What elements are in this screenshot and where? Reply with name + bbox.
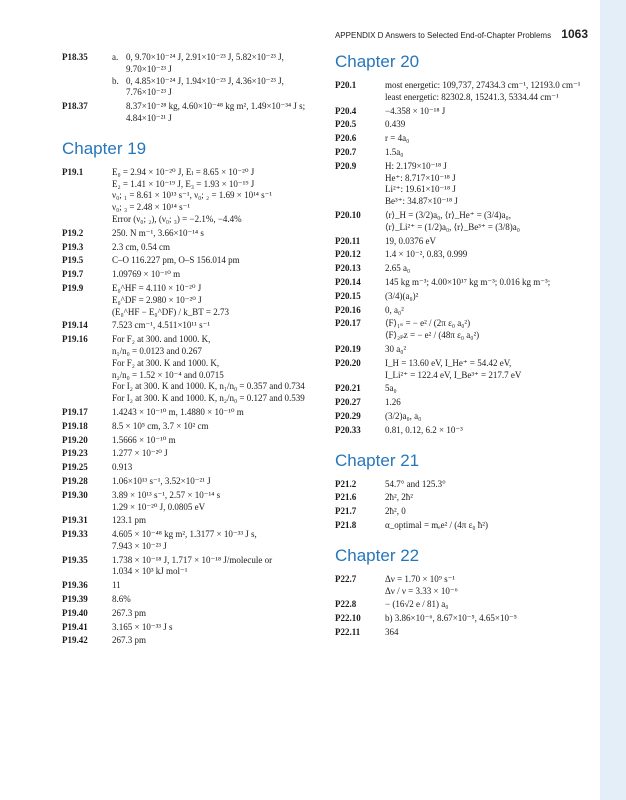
answer-line: r = 4a₀ (385, 133, 410, 144)
answer-line: 1.06×10¹³ s⁻¹, 3.52×10⁻²¹ J (112, 475, 211, 486)
part-letter: a. (112, 52, 119, 62)
answer-line (112, 87, 324, 99)
problem-number: P19.23 (62, 448, 88, 459)
answer-text (385, 520, 597, 532)
answer-line: (3/2)a₀, a₀ (385, 410, 422, 421)
answer-line: 1.5a₀ (385, 146, 404, 157)
answer-line: 1.29 × 10⁻²⁰ J, 0.0805 eV (112, 501, 206, 512)
answer-line: 0.913 (112, 462, 133, 473)
answer-text (385, 613, 597, 625)
answer-entry (335, 305, 597, 317)
answer-line: He⁺: 8.717×10⁻¹⁸ J (385, 172, 456, 183)
answer-text (112, 269, 324, 281)
answer-entry (335, 574, 597, 598)
answer-entry (335, 291, 597, 303)
problem-number: P21.8 (335, 519, 357, 530)
answer-entry (335, 425, 597, 437)
answer-text (112, 622, 324, 634)
answer-text (112, 608, 324, 620)
problem-number: P19.41 (62, 621, 88, 632)
answer-text (385, 383, 597, 395)
running-header (335, 27, 588, 41)
answer-line: 7.943 × 10⁻²³ J (112, 540, 167, 551)
answer-entry (62, 580, 324, 592)
answer-text (112, 52, 324, 99)
answer-entry (335, 344, 597, 356)
problem-number: P20.6 (335, 133, 357, 144)
problem-number: P19.18 (62, 420, 88, 431)
answer-entry (335, 627, 597, 639)
part-text: 4.84×10⁻²¹ J (126, 112, 172, 123)
answer-text (112, 283, 324, 318)
answer-text (112, 167, 324, 226)
answer-text (385, 133, 597, 145)
problem-number: P20.29 (335, 410, 361, 421)
answer-line: 1.4 × 10⁻², 0.83, 0.999 (385, 249, 468, 260)
answer-entry (62, 334, 324, 405)
answer-line: ⟨F⟩₂ₚz = − e² / (48π ε₀ a₀²) (385, 330, 480, 341)
answer-line: 5a₀ (385, 383, 397, 394)
problem-number: P21.6 (335, 492, 357, 503)
answer-entry (335, 318, 597, 342)
answer-line: 1.26 (385, 397, 401, 408)
answer-entry (62, 269, 324, 281)
part-text: 7.76×10⁻²³ J (126, 87, 172, 98)
answer-line: 267.3 pm (112, 635, 147, 646)
problem-number: P19.30 (62, 489, 88, 500)
answer-line: 364 (385, 626, 399, 637)
answer-line: E₀^DF = 2.980 × 10⁻²⁰ J (112, 294, 202, 305)
answer-line: 1.738 × 10⁻¹⁸ J, 1.717 × 10⁻¹⁸ J/molecule or (112, 554, 273, 565)
answer-entry (335, 358, 597, 382)
problem-number: P19.33 (62, 529, 88, 540)
answer-entry (335, 210, 597, 234)
answer-entry (335, 383, 597, 395)
problem-number: P20.14 (335, 276, 361, 287)
left-column (62, 52, 324, 649)
part-letter (112, 87, 126, 99)
answer-text (112, 255, 324, 267)
answer-line: For F₂ at 300. and 1000. K, (112, 334, 211, 345)
answer-line (112, 76, 324, 88)
problem-number: P20.13 (335, 263, 361, 274)
answer-entry (335, 249, 597, 261)
answer-text (112, 476, 324, 488)
answer-line: Δν / ν = 3.33 × 10⁻⁶ (385, 585, 458, 596)
answer-line: 3.89 × 10¹³ s⁻¹, 2.57 × 10⁻¹⁴ s (112, 489, 221, 500)
answer-entry (62, 476, 324, 488)
answer-line: 0.439 (385, 119, 406, 130)
answer-line: 1.09769 × 10⁻¹⁰ m (112, 269, 181, 280)
problem-number: P20.21 (335, 383, 361, 394)
answer-entry (335, 520, 597, 532)
answer-line: Error (ν₀; ₂), (ν₀; ₃) = −2.1%, −4.4% (112, 213, 242, 224)
problem-number: P20.33 (335, 424, 361, 435)
answer-line: 11 (112, 580, 121, 591)
answer-line: 8.5 × 10⁵ cm, 3.7 × 10² cm (112, 420, 209, 431)
answer-text (112, 515, 324, 527)
right-column (335, 52, 597, 641)
answer-text (112, 594, 324, 606)
problem-number: P22.7 (335, 573, 357, 584)
answer-line (112, 64, 324, 76)
problem-number: P19.16 (62, 334, 88, 345)
answer-text (385, 411, 597, 423)
answer-entry (62, 622, 324, 634)
answer-text (112, 407, 324, 419)
problem-number: P19.25 (62, 462, 88, 473)
answer-entry (335, 397, 597, 409)
answer-entry (335, 599, 597, 611)
answer-line: ⟨r⟩_Li²⁺ = (1/2)a₀, ⟨r⟩_Be³⁺ = (3/8)a₀ (385, 221, 520, 232)
answer-line: 267.3 pm (112, 607, 147, 618)
answer-line: α_optimal = mₑe² / (4π ε₀ ħ²) (385, 519, 488, 530)
answer-text (385, 249, 597, 261)
answer-line (112, 101, 324, 113)
answer-entry (62, 242, 324, 254)
answer-line: 1.277 × 10⁻²⁰ J (112, 448, 168, 459)
answer-line: − (16√2 e / 81) a₀ (385, 599, 449, 610)
answer-entry (62, 529, 324, 553)
answer-line: 0.81, 0.12, 6.2 × 10⁻³ (385, 424, 463, 435)
answer-line: 1.4243 × 10⁻¹⁰ m, 1.4880 × 10⁻¹⁰ m (112, 406, 244, 417)
answer-entry (62, 228, 324, 240)
answer-line: 19, 0.0376 eV (385, 235, 436, 246)
answer-text (385, 305, 597, 317)
problem-number: P20.1 (335, 80, 357, 90)
problem-number: P20.27 (335, 397, 361, 408)
problem-number: P20.17 (335, 318, 361, 329)
answer-line: 30 a₀² (385, 343, 407, 354)
answer-text (385, 80, 597, 104)
chapter-heading: Chapter 20 (335, 52, 420, 71)
answer-text (385, 277, 597, 289)
part-text: 9.70×10⁻²³ J (126, 63, 172, 74)
answer-line: n₂/n₀ = 1.52 × 10⁻⁴ and 0.0715 (112, 369, 224, 380)
answer-entry (62, 407, 324, 419)
problem-number: P19.39 (62, 594, 88, 605)
answer-line: Li²⁺: 19.61×10⁻¹⁸ J (385, 184, 456, 195)
problem-number: P19.40 (62, 607, 88, 618)
problem-number: P19.20 (62, 434, 88, 445)
answer-entry (62, 555, 324, 579)
answer-text (112, 435, 324, 447)
answer-line (112, 113, 324, 125)
problem-number: P20.9 (335, 160, 357, 171)
problem-number: P19.1 (62, 166, 84, 177)
answer-entry (62, 421, 324, 433)
answer-line: ⟨r⟩_H = (3/2)a₀, ⟨r⟩_He⁺ = (3/4)a₀, (385, 209, 511, 220)
answer-line: 0, a₀² (385, 304, 404, 315)
answer-text (112, 334, 324, 405)
answer-line: ⟨F⟩₁ₛ = − e² / (2π ε₀ a₀²) (385, 318, 471, 329)
answer-entry (335, 133, 597, 145)
problem-number: P19.28 (62, 475, 88, 486)
problem-number: P20.12 (335, 249, 361, 260)
answer-line: n₁/n₀ = 0.0123 and 0.267 (112, 345, 202, 356)
answer-line: (E₀^HF − E₀^DF) / k_BT = 2.73 (112, 306, 229, 317)
answer-entry (335, 506, 597, 518)
problem-number: P19.42 (62, 635, 88, 646)
answer-line: most energetic: 109,737, 27434.3 cm⁻¹, 12193.0 cm⁻¹ (385, 80, 581, 90)
problem-number: P22.10 (335, 613, 361, 624)
answer-entry (62, 462, 324, 474)
answer-text (112, 242, 324, 254)
answer-text (385, 479, 597, 491)
problem-number: P19.31 (62, 515, 88, 526)
chapter-heading: Chapter 22 (335, 545, 420, 565)
problem-number: P20.15 (335, 290, 361, 301)
answer-text (385, 147, 597, 159)
answer-line: least energetic: 82302.8, 15241.3, 5334.44 cm⁻¹ (385, 91, 559, 102)
answer-line: 1.5666 × 10⁻¹⁰ m (112, 434, 176, 445)
problem-number: P18.35 (62, 52, 88, 62)
answer-entry (335, 161, 597, 208)
chapter-heading: Chapter 19 (62, 138, 147, 158)
answer-line: Δν = 1.70 × 10⁹ s⁻¹ (385, 573, 456, 584)
answer-text (112, 529, 324, 553)
answer-text (112, 228, 324, 240)
answer-text (385, 106, 597, 118)
answer-line: For I₂ at 300. K and 1000. K, n₁/n₀ = 0.357 and 0.734 (112, 381, 305, 392)
problem-number: P19.3 (62, 241, 84, 252)
problem-number: P19.14 (62, 320, 88, 331)
answer-text (385, 344, 597, 356)
answer-entry (62, 448, 324, 460)
answer-entry (62, 283, 324, 318)
answer-line: (3/4)(a₀)² (385, 290, 419, 301)
answer-entry (62, 594, 324, 606)
answer-line: E₀ = 2.94 × 10⁻²⁰ J, Eₗ = 8.65 × 10⁻²⁰ J (112, 166, 255, 177)
answer-text (385, 425, 597, 437)
answer-entry (335, 147, 597, 159)
part-letter (112, 113, 126, 125)
answer-line: ν₀; ₁ = 8.61 × 10¹³ s⁻¹, ν₀; ₂ = 1.69 × 10¹⁴ s⁻¹ (112, 190, 273, 201)
answer-line: 1.034 × 10³ kJ mol⁻¹ (112, 566, 188, 577)
answer-line (112, 52, 324, 64)
answer-entry (62, 101, 324, 125)
answer-entry (335, 80, 597, 104)
answer-entry (62, 635, 324, 647)
problem-number: P20.19 (335, 343, 361, 354)
answer-entry (335, 263, 597, 275)
problem-number: P20.5 (335, 119, 357, 130)
answer-entry (335, 479, 597, 491)
answer-entry (335, 613, 597, 625)
part-text: 0, 9.70×10⁻²⁴ J, 2.91×10⁻²³ J, 5.82×10⁻²³ J, (126, 52, 284, 62)
problem-number: P19.36 (62, 580, 88, 591)
answer-line: 3.165 × 10⁻³³ J s (112, 621, 173, 632)
answer-entry (62, 435, 324, 447)
problem-number: P20.16 (335, 304, 361, 315)
chapter-heading: Chapter 21 (335, 450, 420, 470)
answer-entry (335, 106, 597, 118)
problem-number: P21.7 (335, 506, 357, 517)
problem-number: P19.5 (62, 255, 84, 266)
answer-entry (335, 277, 597, 289)
answer-text (385, 210, 597, 234)
answer-line: For F₂ at 300. K and 1000. K, (112, 357, 220, 368)
answer-entry (335, 492, 597, 504)
answer-line: H: 2.179×10⁻¹⁸ J (385, 160, 447, 171)
running-title: APPENDIX D Answers to Selected End-of-Chapter Problems (334, 31, 552, 40)
answer-text (385, 263, 597, 275)
answer-line: E₀^HF = 4.110 × 10⁻²⁰ J (112, 282, 202, 293)
part-text: 8.37×10⁻²⁸ kg, 4.60×10⁻⁴⁸ kg m², 1.49×10⁻³⁴ J s; (126, 101, 306, 112)
answer-line: 123.1 pm (112, 515, 147, 526)
answer-text (112, 320, 324, 332)
answer-line: Be³⁺: 34.87×10⁻¹⁸ J (385, 196, 458, 207)
problem-number: P20.20 (335, 357, 361, 368)
problem-number: P22.11 (335, 626, 361, 637)
answer-line: C–O 116.227 pm, O–S 156.014 pm (112, 255, 240, 266)
answer-line: 250. N m⁻¹, 3.66×10⁻¹⁴ s (112, 227, 204, 238)
answer-text (112, 555, 324, 579)
answer-line: ν₀; ₃ = 2.48 × 10¹⁴ s⁻¹ (112, 202, 191, 213)
problem-number: P18.37 (62, 101, 88, 112)
problem-number: P21.2 (335, 478, 357, 489)
answer-text (112, 490, 324, 514)
answer-entry (62, 608, 324, 620)
answer-line: I_Li²⁺ = 122.4 eV, I_Be³⁺ = 217.7 eV (385, 369, 522, 380)
answer-line: 7.523 cm⁻¹, 4.511×10¹¹ s⁻¹ (112, 320, 211, 331)
answer-text (112, 101, 324, 125)
answer-text (385, 627, 597, 639)
answer-text (385, 506, 597, 518)
answer-entry (62, 490, 324, 514)
part-letter (112, 64, 126, 76)
answer-text (385, 574, 597, 598)
answer-line: For I₂ at 300. K and 1000. K, n₂/n₀ = 0.127 and 0.539 (112, 393, 305, 404)
answer-entry (62, 167, 324, 226)
answer-entry (335, 236, 597, 248)
answer-entry (335, 411, 597, 423)
answer-entry (335, 119, 597, 131)
part-letter (112, 101, 126, 113)
problem-number: P20.10 (335, 209, 361, 220)
answer-entry (62, 52, 324, 99)
answer-entry (62, 320, 324, 332)
problem-number: P22.8 (335, 599, 357, 610)
answer-text (385, 599, 597, 611)
answer-text (112, 462, 324, 474)
answer-line: I_H = 13.60 eV, I_He⁺ = 54.42 eV, (385, 357, 512, 368)
answer-text (385, 119, 597, 131)
problem-number: P19.2 (62, 227, 84, 238)
part-letter: b. (112, 75, 119, 86)
part-text: 0, 4.85×10⁻²⁴ J, 1.94×10⁻²³ J, 4.36×10⁻²³ J, (126, 75, 284, 86)
problem-number: P20.4 (335, 105, 357, 116)
answer-line: b) 3.86×10⁻⁶, 8.67×10⁻⁵, 4.65×10⁻⁵ (385, 613, 517, 624)
answer-text (112, 448, 324, 460)
answer-text (112, 635, 324, 647)
answer-line: 54.7° and 125.3° (385, 478, 446, 489)
problem-number: P20.11 (335, 235, 361, 246)
answer-text (385, 236, 597, 248)
answer-line: 4.605 × 10⁻⁴⁸ kg m², 1.3177 × 10⁻³³ J s, (112, 529, 257, 540)
answer-text (385, 397, 597, 409)
answer-entry (62, 515, 324, 527)
answer-text (385, 291, 597, 303)
problem-number: P19.17 (62, 406, 88, 417)
answer-line: 2ħ², 2ħ² (385, 492, 413, 503)
answer-entry (62, 255, 324, 267)
page-number: 1063 (561, 27, 588, 41)
side-tab-strip (600, 0, 626, 800)
problem-number: P19.7 (62, 269, 84, 280)
answer-text (112, 580, 324, 592)
answer-text (385, 492, 597, 504)
answer-line: −4.358 × 10⁻¹⁸ J (385, 105, 446, 116)
answer-line: 2ħ², 0 (385, 506, 406, 517)
answer-line: 2.3 cm, 0.54 cm (112, 241, 170, 252)
answer-line: E₂ = 1.41 × 10⁻¹⁹ J, E₃ = 1.93 × 10⁻¹⁹ J (112, 178, 255, 189)
answer-text (112, 421, 324, 433)
answer-text (385, 358, 597, 382)
answer-line: 145 kg m⁻³; 4.00×10¹⁷ kg m⁻³; 0.016 kg m⁻³; (385, 276, 551, 287)
answer-line: 2.65 a₀ (385, 263, 411, 274)
problem-number: P19.35 (62, 554, 88, 565)
problem-number: P19.9 (62, 282, 84, 293)
answer-line: 8.6% (112, 594, 131, 605)
problem-number: P20.7 (335, 146, 357, 157)
answer-text (385, 161, 597, 208)
answer-text (385, 318, 597, 342)
